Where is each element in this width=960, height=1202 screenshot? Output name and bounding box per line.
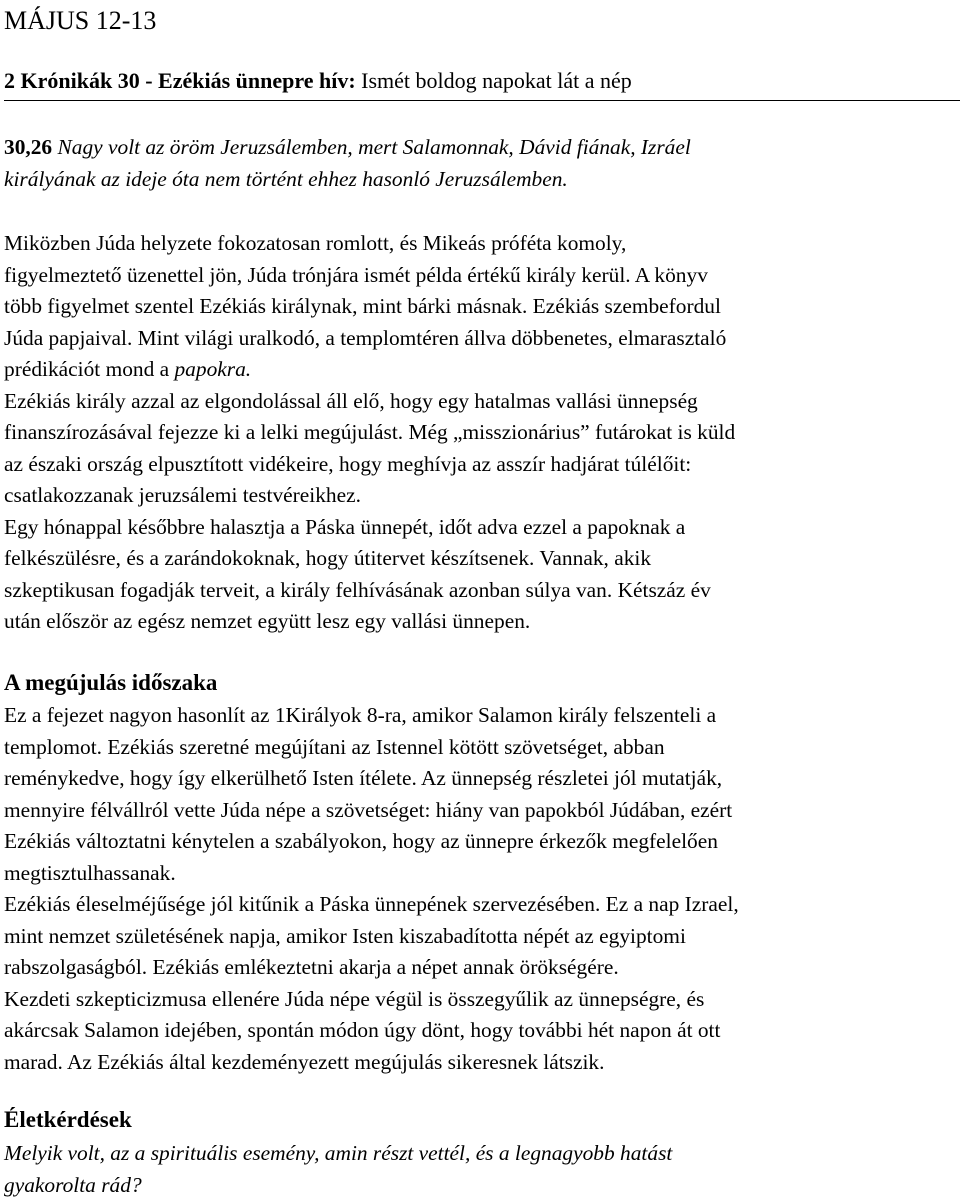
section-heading-renewal: A megújulás időszaka bbox=[4, 670, 218, 695]
verse-text: királyának az ideje óta nem történt ehhez hasonló Jeruzsálemben. bbox=[4, 166, 568, 191]
text-line: rabszolgaságból. Ezékiás emlékeztetni akarja a népet annak örökségére. bbox=[4, 955, 619, 979]
text-line: mennyire félvállról vette Júda népe a szövetséget: hiány van papokból Júdában, ezért bbox=[4, 797, 733, 822]
italic-word: papokra. bbox=[174, 357, 252, 381]
text-line: több figyelmet szentel Ezékiás királynak, mint bárki másnak. Ezékiás szembefordul bbox=[4, 294, 721, 318]
section-heading-life-questions: Életkérdések bbox=[4, 1107, 132, 1132]
text-line: felkészülésre, és a zarándokoknak, hogy útitervet készítsenek. Vannak, akik bbox=[4, 546, 652, 570]
verse-line bbox=[4, 164, 956, 196]
text-segment: prédikációt mond a bbox=[4, 357, 175, 381]
text-line: szkeptikusan fogadják terveit, a király felhívásának azonban súlya van. Kétszáz év bbox=[4, 577, 711, 602]
life-questions bbox=[4, 1138, 956, 1201]
verse-reference: 30,26 bbox=[4, 135, 53, 159]
key-verse bbox=[4, 132, 956, 195]
date-heading: MÁJUS 12-13 bbox=[4, 6, 157, 35]
text-line: Egy hónappal későbbre halasztja a Páska ünnepét, időt adva ezzel a papoknak a bbox=[4, 514, 686, 539]
chapter-subtitle: Ismét boldog napokat lát a nép bbox=[361, 68, 632, 93]
text-line: marad. Az Ezékiás által kezdeményezett megújulás sikeresnek látszik. bbox=[4, 1049, 605, 1074]
text-line: Ezékiás király azzal az elgondolással áll elő, hogy egy hatalmas vallási ünnepség bbox=[4, 388, 698, 413]
text-line bbox=[4, 354, 956, 386]
text-line: után először az egész nemzet együtt lesz egy vallási ünnepen. bbox=[4, 609, 531, 633]
verse-text: Nagy volt az öröm Jeruzsálemben, mert Salamonnak, Dávid fiának, Izráel bbox=[57, 135, 691, 159]
text-line: Ezékiás változtatni kénytelen a szabályokon, hogy az ünnepre érkezők megfelelően bbox=[4, 829, 718, 853]
text-line: Ez a fejezet nagyon hasonlít az 1Királyok 8-ra, amikor Salamon király felszenteli a bbox=[4, 703, 717, 727]
text-line: Miközben Júda helyzete fokozatosan romlott, és Mikeás próféta komoly, bbox=[4, 231, 627, 255]
renewal-paragraphs bbox=[4, 700, 956, 1078]
verse-line bbox=[4, 132, 956, 164]
question-text: Melyik volt, az a spirituális esemény, amin részt vettél, és a legnagyobb hatást bbox=[4, 1141, 673, 1165]
header-divider bbox=[4, 100, 960, 101]
intro-paragraphs bbox=[4, 228, 956, 638]
text-line: reménykedve, hogy így elkerülhető Isten ítélete. Az ünnepség részletei jól mutatják, bbox=[4, 766, 723, 790]
text-line: Júda papjaival. Mint világi uralkodó, a templomtéren állva döbbenetes, elmarasztaló bbox=[4, 325, 727, 350]
text-line: akárcsak Salamon idejében, spontán módon úgy dönt, hogy további hét napon át ott bbox=[4, 1018, 721, 1042]
question-line bbox=[4, 1170, 956, 1202]
text-line: csatlakozzanak jeruzsálemi testvéreikhez. bbox=[4, 483, 361, 507]
question-line bbox=[4, 1138, 956, 1170]
text-line: mint nemzet születésének napja, amikor Isten kiszabadította népét az egyiptomi bbox=[4, 923, 686, 948]
text-line: Ezékiás éleselméjűsége jól kitűnik a Páska ünnepének szervezésében. Ez a nap Izrael, bbox=[4, 892, 739, 916]
chapter-header bbox=[4, 66, 956, 96]
chapter-title: 2 Krónikák 30 - Ezékiás ünnepre hív: bbox=[4, 68, 356, 93]
text-line: az északi ország elpusztított vidékeire, hogy meghívja az asszír hadjárat túlélőit: bbox=[4, 451, 692, 476]
text-line: templomot. Ezékiás szeretné megújítani az Istennel kötött szövetséget, abban bbox=[4, 734, 665, 759]
text-line: Kezdeti szkepticizmusa ellenére Júda népe végül is összegyűlik az ünnepségre, és bbox=[4, 986, 705, 1011]
text-line: megtisztulhassanak. bbox=[4, 860, 176, 885]
question-text: gyakorolta rád? bbox=[4, 1172, 142, 1197]
text-line: finanszírozásával fejezze ki a lelki megújulást. Még „misszionárius” futárokat is küld bbox=[4, 420, 736, 444]
text-line: figyelmeztető üzenettel jön, Júda trónjára ismét példa értékű király kerül. A könyv bbox=[4, 262, 708, 287]
